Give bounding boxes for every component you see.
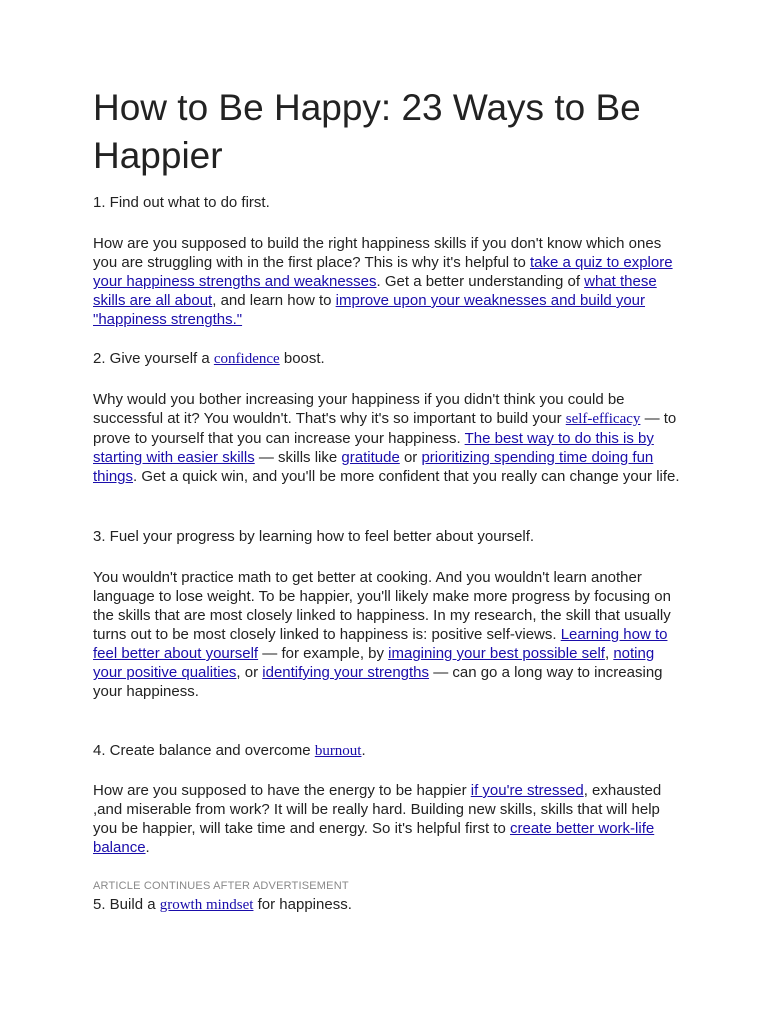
section-2-heading bbox=[93, 349, 683, 369]
heading-text: 2. Give yourself a bbox=[93, 350, 214, 367]
section-4-paragraph bbox=[93, 781, 683, 857]
paragraph bbox=[93, 568, 683, 701]
section-heading-text bbox=[93, 895, 683, 915]
paragraph-text: — skills like bbox=[254, 449, 342, 466]
paragraph-text: , bbox=[604, 645, 614, 662]
heading-text: . bbox=[361, 742, 366, 759]
heading-text: 4. Create balance and overcome bbox=[93, 742, 315, 759]
growth-mindset-link[interactable]: growth mindset bbox=[159, 897, 254, 913]
work-life-balance-link[interactable]: create better work-life balance bbox=[93, 820, 655, 856]
paragraph-text: . Get a better understanding of bbox=[376, 273, 585, 290]
easier-skills-link[interactable]: The best way to do this is by starting with easier skills bbox=[93, 430, 654, 466]
paragraph-text: How are you supposed to build the right happiness skills if you don't know which ones you are struggling with in the first place? This is why it's helpful to bbox=[93, 235, 662, 271]
heading-text: 5. Build a bbox=[93, 896, 160, 913]
section-heading-text: 1. Find out what to do first. bbox=[93, 194, 270, 211]
paragraph-text: . Get a quick win, and you'll be more confident that you really can change your life. bbox=[133, 468, 680, 485]
page-title: How to Be Happy: 23 Ways to Be Happier bbox=[93, 87, 641, 176]
paragraph-text: Why would you bother increasing your happiness if you didn't think you could be successful at it? You wouldn't. That's why it's so important to build your bbox=[93, 391, 625, 427]
section-heading-text: 3. Fuel your progress by learning how to feel better about yourself. bbox=[93, 528, 535, 545]
positive-qualities-link[interactable]: noting your positive qualities bbox=[93, 645, 655, 681]
burnout-link[interactable]: burnout bbox=[314, 743, 362, 759]
stressed-link[interactable]: if you're stressed bbox=[470, 782, 584, 799]
section-3-heading bbox=[93, 527, 683, 546]
paragraph-text: . bbox=[145, 839, 150, 856]
advertisement-label: ARTICLE CONTINUES AFTER ADVERTISEMENT bbox=[93, 880, 349, 892]
gratitude-link[interactable]: gratitude bbox=[341, 449, 400, 466]
paragraph-text: How are you supposed to have the energy to be happier bbox=[93, 782, 471, 799]
paragraph-text: , and learn how to bbox=[212, 292, 336, 309]
skills-overview-link[interactable]: what these skills are all about bbox=[93, 273, 657, 309]
identifying-strengths-link[interactable]: identifying your strengths bbox=[262, 664, 430, 681]
paragraph-text: You wouldn't practice math to get better at cooking. And you wouldn't learn another language to lose weight. To be happier, you'll likely make more progress by focusing on the skills that are most closely linked to happiness. In my research, the skill that usually turns out to be most closely linked to happiness is: positive self-views. bbox=[93, 569, 671, 643]
paragraph-text: — can go a long way to increasing your happiness. bbox=[93, 664, 663, 700]
paragraph bbox=[93, 781, 683, 857]
paragraph-text: — to prove to yourself that you can increase your happiness. bbox=[93, 410, 677, 447]
section-3-paragraph bbox=[93, 568, 683, 701]
paragraph-text: — for example, by bbox=[258, 645, 389, 662]
heading-text: boost. bbox=[279, 350, 325, 367]
section-1-heading bbox=[93, 193, 683, 212]
section-1-paragraph bbox=[93, 234, 683, 329]
paragraph-text: , exhausted ,and miserable from work? It will be really hard. Building new skills, skills that will help you be happier, will take time and energy. So it's helpful first to bbox=[93, 782, 662, 837]
section-heading-text bbox=[93, 741, 683, 761]
best-possible-self-link[interactable]: imagining your best possible self bbox=[388, 645, 605, 662]
improve-weaknesses-link[interactable]: improve upon your weaknesses and build your "happiness strengths." bbox=[93, 292, 646, 328]
section-4-heading bbox=[93, 741, 683, 761]
paragraph-text: or bbox=[399, 449, 422, 466]
heading-text: for happiness. bbox=[253, 896, 352, 913]
self-efficacy-link[interactable]: self-efficacy bbox=[565, 411, 641, 427]
section-heading-text bbox=[93, 349, 683, 369]
fun-things-link[interactable]: prioritizing spending time doing fun things bbox=[93, 449, 654, 485]
feel-better-link[interactable]: Learning how to feel better about yourself bbox=[93, 626, 668, 662]
paragraph bbox=[93, 234, 683, 329]
paragraph-text: , or bbox=[236, 664, 263, 681]
confidence-link[interactable]: confidence bbox=[213, 351, 280, 367]
section-5-heading bbox=[93, 895, 683, 915]
paragraph bbox=[93, 390, 683, 486]
happiness-quiz-link[interactable]: take a quiz to explore your happiness strengths and weaknesses bbox=[93, 254, 673, 290]
section-2-paragraph bbox=[93, 390, 683, 486]
